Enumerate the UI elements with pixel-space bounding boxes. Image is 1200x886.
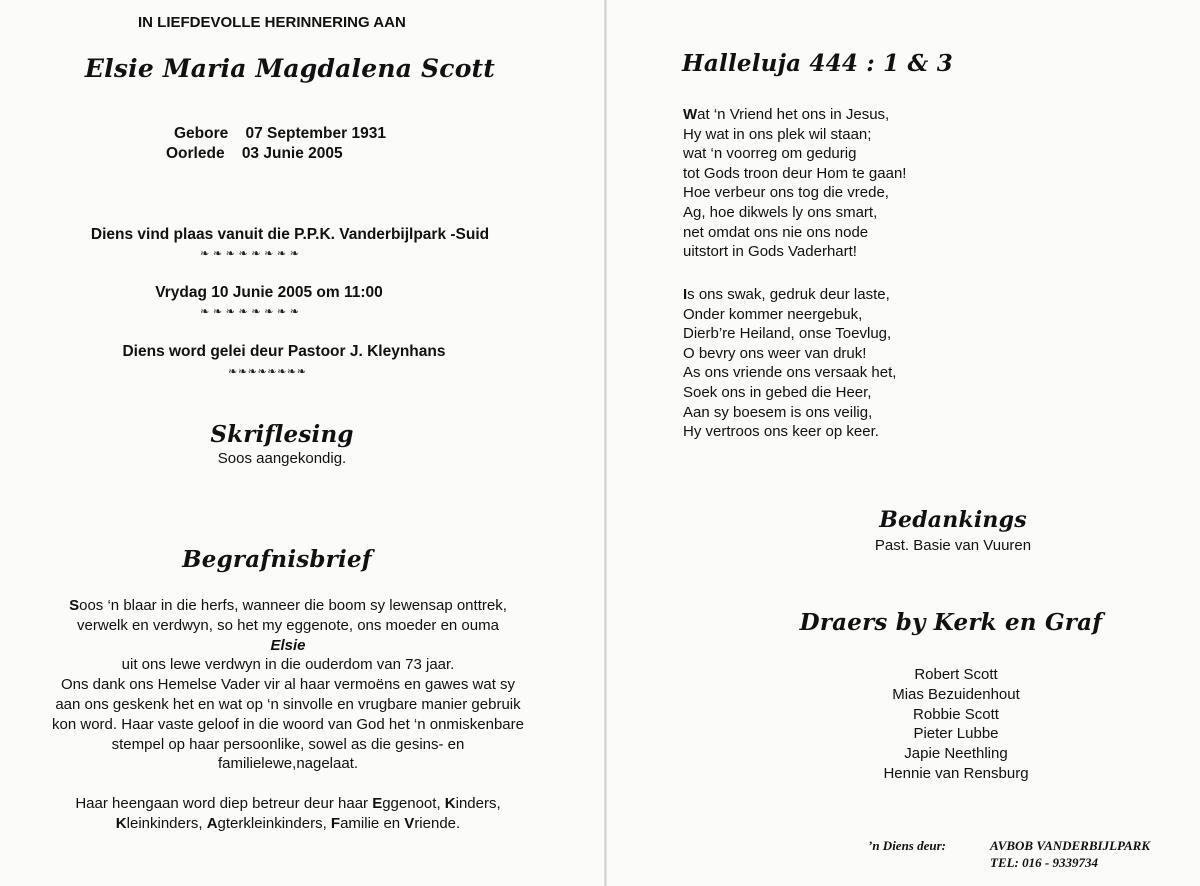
verse-line: Soek ons in gebed die Heer, xyxy=(683,383,872,401)
letter-line: stempel op haar persoonlike, sowel as die gesins- en xyxy=(111,735,465,753)
verse-line: As ons vriende ons versaak het, xyxy=(683,364,897,382)
letter-line: verwelk en verdwyn, so het my eggenote, ons moeder en ouma xyxy=(77,616,499,634)
letter-line: uit ons lewe verdwyn in die ouderdom van 73 jaar. xyxy=(121,656,455,674)
letter-line: Soos ‘n blaar in die herfs, wanneer die boom sy lewensap onttrek, xyxy=(69,597,507,614)
letter-name: Elsie xyxy=(270,636,306,654)
scripture-text: Soos aangekondig. xyxy=(217,450,347,467)
bearer-name: Robert Scott xyxy=(914,666,998,683)
footer-company: AVBOB VANDERBIJLPARK xyxy=(990,838,1151,853)
verse-line: Hoe verbeur ons tog die vrede, xyxy=(683,184,889,202)
drop-letter: S xyxy=(69,597,80,614)
hymn-heading: Halleluja 444 : 1 & 3 xyxy=(682,50,953,77)
ornament-divider: ❧❧❧❧❧❧❧❧ xyxy=(200,305,303,318)
verse-line: Dierb’re Heiland, onse Toevlug, xyxy=(683,325,892,343)
born-date: 07 September 1931 xyxy=(245,125,386,142)
died-row xyxy=(166,145,343,163)
bearers-list xyxy=(606,665,1200,784)
service-place: Diens vind plaas vanuit die P.P.K. Vanderbijlpark -Suid xyxy=(90,226,490,243)
service-led: Diens word gelei deur Pastoor J. Kleynhans xyxy=(122,343,446,360)
hymn-verse-3 xyxy=(683,285,896,442)
born-label: Gebore xyxy=(174,125,229,142)
footer-phone: TEL: 016 - 9339734 xyxy=(990,855,1098,870)
verse-line: Aan sy boesem is ons veilig, xyxy=(683,403,873,421)
scripture-heading: Skriflesing xyxy=(210,421,354,448)
mourners-line: Haar heengaan word diep betreur deur haar Eggenoot, Kinders, xyxy=(75,794,501,812)
letter-line: aan ons geskenk het en wat op ‘n sinvolle en vrugbare manier gebruik xyxy=(55,695,521,713)
footer-label: ’n Diens deur: xyxy=(868,838,947,853)
verse-line: Hy vertroos ons keer op keer. xyxy=(683,423,879,441)
funeral-letter xyxy=(18,596,558,834)
bearer-name: Hennie van Rensburg xyxy=(883,764,1029,782)
bearer-name: Robbie Scott xyxy=(913,705,999,723)
mourners-line: Kleinkinders, Agterkleinkinders, Familie en Vriende. xyxy=(115,814,461,832)
deceased-name: Elsie Maria Magdalena Scott xyxy=(84,54,496,83)
letter-line: Ons dank ons Hemelse Vader vir al haar vermoëns en gawes wat sy xyxy=(60,676,516,694)
verse-line: Wat ‘n Vriend het ons in Jesus, xyxy=(683,106,890,123)
bearer-name: Pieter Lubbe xyxy=(913,725,999,743)
hymn-verse-1 xyxy=(683,105,906,262)
verse-line: Is ons swak, gedruk deur laste, xyxy=(683,286,890,303)
verse-line: net omdat ons nie ons node xyxy=(683,223,869,241)
verse-line: Onder kommer neergebuk, xyxy=(683,305,863,323)
bearers-heading: Draers by Kerk en Graf xyxy=(799,609,1103,636)
right-page xyxy=(606,0,1200,886)
verse-line: uitstort in Gods Vaderhart! xyxy=(683,243,857,261)
ornament-divider: ❧❧❧❧❧❧❧❧ xyxy=(228,365,307,378)
verse-line: wat ‘n voorreg om gedurig xyxy=(683,145,857,163)
bearer-name: Mias Bezuidenhout xyxy=(892,685,1020,703)
thanks-text: Past. Basie van Vuuren xyxy=(874,537,1032,554)
letter-line: familielewe,nagelaat. xyxy=(217,755,359,773)
born-row xyxy=(174,125,386,143)
verse-line: Hy wat in ons plek wil staan; xyxy=(683,125,872,143)
verse-line: O bevry ons weer van druk! xyxy=(683,344,867,362)
died-label: Oorlede xyxy=(166,145,225,162)
letter-heading: Begrafnisbrief xyxy=(182,546,372,573)
ornament-divider: ❧❧❧❧❧❧❧❧ xyxy=(200,247,303,260)
verse-line: tot Gods troon deur Hom te gaan! xyxy=(683,164,907,182)
verse-line: Ag, hoe dikwels ly ons smart, xyxy=(683,203,878,221)
thanks-heading: Bedankings xyxy=(879,507,1027,533)
service-time: Vrydag 10 Junie 2005 om 11:00 xyxy=(155,284,383,301)
bearer-name: Japie Neethling xyxy=(904,745,1008,763)
memorial-header: IN LIEFDEVOLLE HERINNERING AAN xyxy=(138,14,406,31)
died-date: 03 Junie 2005 xyxy=(241,145,343,162)
letter-line: kon word. Haar vaste geloof in die woord van God het ‘n onmiskenbare xyxy=(52,715,524,733)
